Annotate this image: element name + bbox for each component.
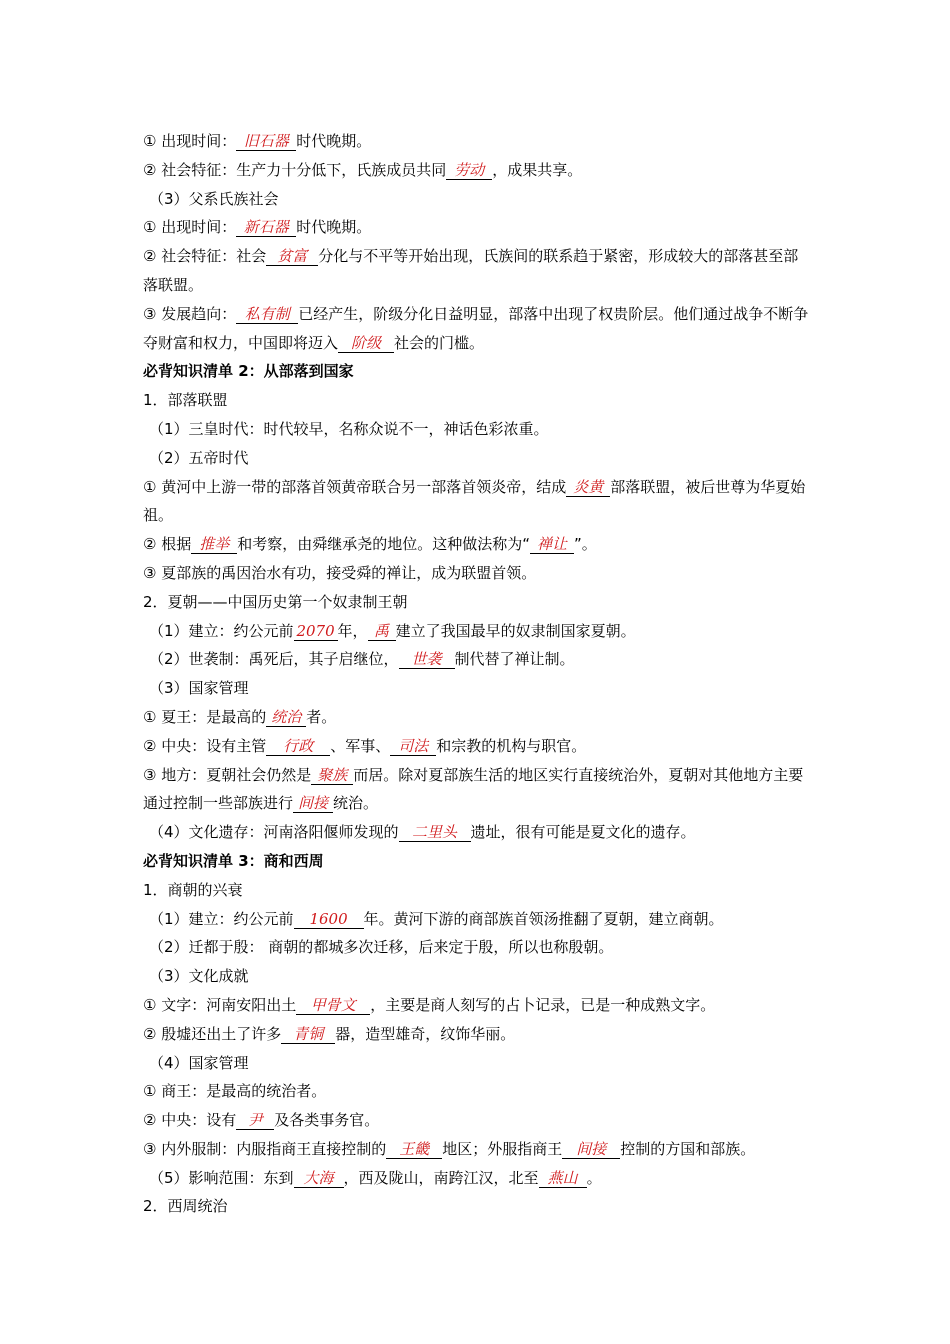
line-text: 、军事、 (330, 736, 391, 755)
text-line (143, 386, 813, 415)
line-text: ① 黄河中上游一带的部落首领黄帝联合另一部落首领炎帝，结成 (143, 477, 567, 496)
line-text: 者。 (306, 707, 337, 726)
line-text: ② 根据 (143, 535, 192, 554)
line-text: 年。黄河下游的商部族首领汤推翻了夏朝，建立商朝。 (363, 909, 724, 928)
line-text: 分化与不平等开始出现，氏族间的联系趋于紧密，形成较大的部落甚至部落联盟。 (143, 247, 799, 294)
text-line (143, 962, 813, 991)
text-line (143, 300, 813, 358)
fill-in-answer: 青铜 (281, 1025, 335, 1044)
line-text: ，成果共享。 (492, 160, 583, 179)
line-text: ② 中央：设有主管 (143, 736, 267, 755)
line-text: 年， (337, 621, 368, 640)
line-text: （3）父系氏族社会 (149, 189, 279, 208)
fill-in-answer: 间接 (562, 1140, 620, 1159)
text-line (143, 1020, 813, 1049)
text-line (143, 1164, 813, 1193)
line-text: （1）建立：约公元前 (149, 621, 294, 640)
text-line (143, 127, 813, 156)
fill-in-answer: 贫富 (266, 247, 318, 266)
line-text: （1）建立：约公元前 (149, 909, 294, 928)
fill-in-answer: 间接 (293, 794, 333, 813)
fill-in-answer: 推举 (191, 535, 237, 554)
fill-in-answer: 2070 (294, 622, 338, 641)
line-text: 控制的方国和部族。 (620, 1139, 756, 1158)
fill-in-answer: 聚族 (311, 766, 353, 785)
line-text: 2．西周统治 (143, 1197, 228, 1216)
text-line (143, 559, 813, 588)
line-text: 。 (586, 1168, 602, 1187)
fill-in-answer: 旧石器 (236, 132, 296, 151)
line-text: ② 社会特征：社会 (143, 247, 267, 266)
fill-in-answer: 燕山 (539, 1169, 587, 1188)
fill-in-answer: 劳动 (446, 161, 492, 180)
line-text: （4）国家管理 (149, 1053, 249, 1072)
fill-in-answer: 行政 (266, 737, 330, 756)
text-line (143, 933, 813, 962)
line-text: 必背知识清单 2：从部落到国家 (143, 362, 354, 381)
line-text: 器，造型雄奇，纹饰华丽。 (335, 1024, 516, 1043)
line-text: （3）国家管理 (149, 679, 249, 698)
line-text: ② 社会特征：生产力十分低下，氏族成员共同 (143, 160, 447, 179)
fill-in-answer: 阶级 (338, 334, 394, 353)
line-text: ③ 发展趋向： (143, 304, 237, 323)
line-text: （2）迁都于殷： 商朝的都城多次迁移，后来定于殷，所以也称殷朝。 (149, 938, 614, 957)
text-line (143, 761, 813, 819)
line-text: （2）世袭制：禹死后，其子启继位， (149, 650, 399, 669)
line-text: 必背知识清单 3：商和西周 (143, 851, 324, 870)
line-text: ① 出现时间： (143, 132, 237, 150)
line-text: （2）五帝时代 (149, 448, 249, 467)
text-line (143, 703, 813, 732)
line-text: ② 殷墟还出土了许多 (143, 1024, 282, 1043)
text-line (143, 530, 813, 559)
fill-in-answer: 新石器 (236, 218, 296, 237)
fill-in-answer: 甲骨文 (296, 996, 370, 1015)
text-line (143, 1077, 813, 1106)
text-line (143, 213, 813, 242)
fill-in-answer: 私有制 (236, 305, 298, 324)
document-body (143, 127, 813, 1221)
line-text: 已经产生，阶级分化日益明显，部落中出现了权贵阶层。他们通过战争不断争夺财富和权力，中国即将迈入 (143, 304, 809, 352)
line-text: 统治。 (333, 794, 379, 813)
text-line (143, 185, 813, 214)
text-line (143, 415, 813, 444)
line-text: 制代替了禅让制。 (454, 650, 575, 669)
line-text: 1．商朝的兴衰 (143, 880, 243, 899)
line-text: 部落联盟，被后世尊为华夏始祖。 (143, 477, 806, 525)
line-text: ② 中央：设有 (143, 1111, 237, 1130)
fill-in-answer: 1600 (294, 910, 364, 929)
fill-in-answer: 二里头 (399, 823, 471, 842)
line-text: 及各类事务官。 (274, 1111, 380, 1130)
fill-in-answer: 尹 (236, 1111, 274, 1130)
text-line (143, 444, 813, 473)
line-text: 而居。除对夏部族生活的地区实行直接统治外，夏朝对其他地方主要通过控制一些部族进行 (143, 765, 804, 813)
line-text: （1）三皇时代：时代较早，名称众说不一，神话色彩浓重。 (149, 419, 549, 438)
fill-in-answer: 司法 (390, 737, 436, 756)
line-text: ，西及陇山，南跨江汉，北至 (343, 1168, 539, 1187)
line-text: ① 文字：河南安阳出土 (143, 995, 297, 1014)
line-text: ③ 夏部族的禹因治水有功，接受舜的禅让，成为联盟首领。 (143, 563, 537, 582)
text-line (143, 242, 813, 300)
text-line (143, 674, 813, 703)
fill-in-answer: 世袭 (399, 650, 455, 669)
text-line (143, 876, 813, 905)
line-text: ① 夏王：是最高的 (143, 707, 267, 726)
text-line (143, 991, 813, 1020)
text-line (143, 645, 813, 674)
fill-in-answer: 大海 (294, 1169, 344, 1188)
text-line (143, 473, 813, 531)
line-text: 时代晚期。 (296, 132, 372, 150)
fill-in-answer: 炎黄 (566, 478, 610, 497)
text-line (143, 156, 813, 185)
text-line (143, 818, 813, 847)
text-line (143, 588, 813, 617)
text-line (143, 1049, 813, 1078)
line-text: ③ 地方：夏朝社会仍然是 (143, 765, 312, 784)
line-text: ① 出现时间： (143, 218, 237, 237)
line-text: （5）影响范围：东到 (149, 1168, 294, 1187)
line-text: ③ 内外服制：内服指商王直接控制的 (143, 1139, 387, 1158)
line-text: 遗址，很有可能是夏文化的遗存。 (470, 823, 696, 842)
line-text: 1．部落联盟 (143, 391, 228, 410)
text-line (143, 1135, 813, 1164)
line-text: ① 商王：是最高的统治者。 (143, 1082, 327, 1101)
fill-in-answer: 禅让 (530, 535, 574, 554)
line-text: （4）文化遗存：河南洛阳偃师发现的 (149, 823, 399, 842)
line-text: 地区；外服指商王 (442, 1139, 563, 1158)
text-line (143, 1106, 813, 1135)
line-text: （3）文化成就 (149, 967, 249, 986)
line-text: ”。 (574, 535, 597, 554)
text-line (143, 905, 813, 934)
line-text: 和宗教的机构与职官。 (436, 736, 587, 755)
text-line (143, 617, 813, 646)
section-heading (143, 357, 813, 386)
line-text: 社会的门槛。 (394, 333, 485, 352)
line-text: ，主要是商人刻写的占卜记录，已是一种成熟文字。 (370, 995, 716, 1014)
line-text: 时代晚期。 (296, 218, 372, 237)
line-text: 2．夏朝——中国历史第一个奴隶制王朝 (143, 592, 408, 611)
line-text: 建立了我国最早的奴隶制国家夏朝。 (395, 621, 636, 640)
section-heading (143, 847, 813, 876)
text-line (143, 1192, 813, 1221)
fill-in-answer: 王畿 (386, 1140, 442, 1159)
fill-in-answer: 禹 (368, 622, 396, 641)
text-line (143, 732, 813, 761)
fill-in-answer: 统治 (266, 708, 306, 727)
line-text: 和考察，由舜继承尧的地位。这种做法称为“ (237, 535, 530, 554)
